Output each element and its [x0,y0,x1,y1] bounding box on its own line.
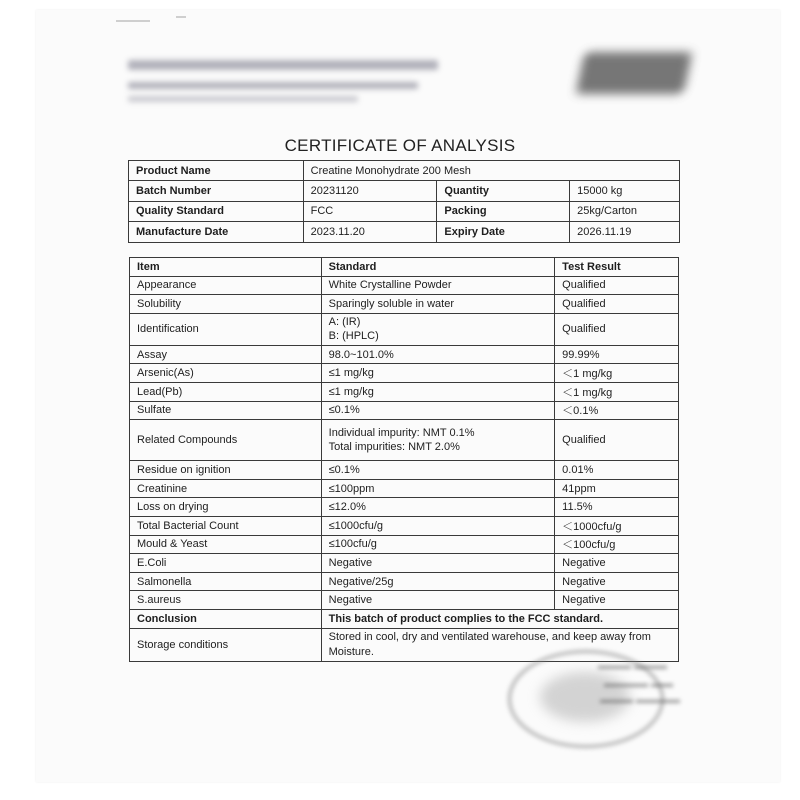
row-item: Appearance [130,276,322,295]
row-standard: ≤1000cfu/g [321,516,555,535]
row-standard [321,420,555,461]
table-row [130,276,679,295]
seal-lettering: ▬▬▬ ▬▬▬ [598,660,668,672]
row-standard: ≤1 mg/kg [321,364,555,383]
row-standard: ≤0.1% [321,461,555,480]
product-name-value: Creatine Monohydrate 200 Mesh [303,161,679,181]
row-result: 11.5% [555,498,679,517]
row-standard: Negative [321,591,555,610]
row-standard: ≤12.0% [321,498,555,517]
scan-mark [116,20,150,22]
row-item: Related Compounds [130,420,322,461]
row-item: Salmonella [130,572,322,591]
row-result: Qualified [555,276,679,295]
row-item: Residue on ignition [130,461,322,480]
standard-line: B: (HPLC) [328,330,379,343]
standard-line: Individual impurity: NMT 0.1% [328,427,475,440]
row-item: S.aureus [130,591,322,610]
column-header-result: Test Result [555,258,679,277]
table-row [130,382,679,401]
table-row [130,498,679,517]
company-logo [576,52,693,94]
standard-line: Total impurities: NMT 2.0% [328,441,460,454]
row-standard: White Crystalline Powder [321,276,555,295]
table-row [130,313,679,345]
seal-lettering: ▬▬▬ ▬▬▬▬ [600,694,681,706]
row-standard: Sparingly soluble in water [321,295,555,314]
batch-number-label: Batch Number [129,181,304,201]
product-info-table [128,160,680,243]
table-row [130,591,679,610]
row-item: Sulfate [130,401,322,420]
blurred-letterhead [128,52,688,110]
document-title: CERTIFICATE OF ANALYSIS [284,136,516,155]
analysis-table [129,257,679,662]
row-item: Lead(Pb) [130,382,322,401]
storage-label: Storage conditions [130,628,322,661]
row-result: Negative [555,554,679,573]
expiry-date-label: Expiry Date [437,222,570,242]
table-row [130,516,679,535]
conclusion-row [130,609,679,628]
column-header-standard: Standard [321,258,555,277]
row-item: Loss on drying [130,498,322,517]
table-row [130,479,679,498]
row-standard: Negative/25g [321,572,555,591]
row-result: ＜1000cfu/g [555,516,679,535]
row-result: Negative [555,591,679,610]
conclusion-label: Conclusion [130,609,322,628]
table-row [130,420,679,461]
table-row [130,535,679,554]
table-row [130,401,679,420]
batch-number-value: 20231120 [303,181,437,201]
product-name-label: Product Name [129,161,304,181]
row-result: ＜0.1% [555,401,679,420]
row-item: Mould & Yeast [130,535,322,554]
row-result: Qualified [555,295,679,314]
row-standard: 98.0~101.0% [321,345,555,364]
row-result: Qualified [555,313,679,345]
row-item: Total Bacterial Count [130,516,322,535]
manufacture-date-value: 2023.11.20 [303,222,437,242]
packing-label: Packing [437,201,570,221]
scan-mark [176,16,186,18]
row-result: ＜1 mg/kg [555,364,679,383]
row-result: 0.01% [555,461,679,480]
table-row [129,222,680,242]
row-standard [321,313,555,345]
table-row [130,554,679,573]
quantity-label: Quantity [437,181,570,201]
row-result: Negative [555,572,679,591]
row-item: Assay [130,345,322,364]
seal-lettering: ▬▬▬▬ ▬▬ [604,678,674,690]
row-standard: ≤1 mg/kg [321,382,555,401]
row-item: Solubility [130,295,322,314]
row-item: Identification [130,313,322,345]
row-item: Arsenic(As) [130,364,322,383]
table-row [130,572,679,591]
quality-standard-label: Quality Standard [129,201,304,221]
table-header-row [130,258,679,277]
storage-text: Stored in cool, dry and ventilated warehouse, and keep away from Moisture. [321,628,678,661]
expiry-date-value: 2026.11.19 [570,222,680,242]
row-result: 41ppm [555,479,679,498]
table-row [130,345,679,364]
table-row [129,201,680,221]
row-result: 99.99% [555,345,679,364]
standard-line: A: (IR) [328,316,361,329]
table-row [130,295,679,314]
row-standard: ≤0.1% [321,401,555,420]
row-standard: Negative [321,554,555,573]
conclusion-text: This batch of product complies to the FCC standard. [321,609,678,628]
row-result: ＜100cfu/g [555,535,679,554]
row-standard: ≤100cfu/g [321,535,555,554]
table-row [130,461,679,480]
manufacture-date-label: Manufacture Date [129,222,304,242]
table-row [130,364,679,383]
table-row [129,161,680,181]
row-result: Qualified [555,420,679,461]
row-standard: ≤100ppm [321,479,555,498]
packing-value: 25kg/Carton [570,201,680,221]
row-item: Creatinine [130,479,322,498]
column-header-item: Item [130,258,322,277]
table-row [129,181,680,201]
row-item: E.Coli [130,554,322,573]
quality-standard-value: FCC [303,201,437,221]
row-result: ＜1 mg/kg [555,382,679,401]
quantity-value: 15000 kg [570,181,680,201]
